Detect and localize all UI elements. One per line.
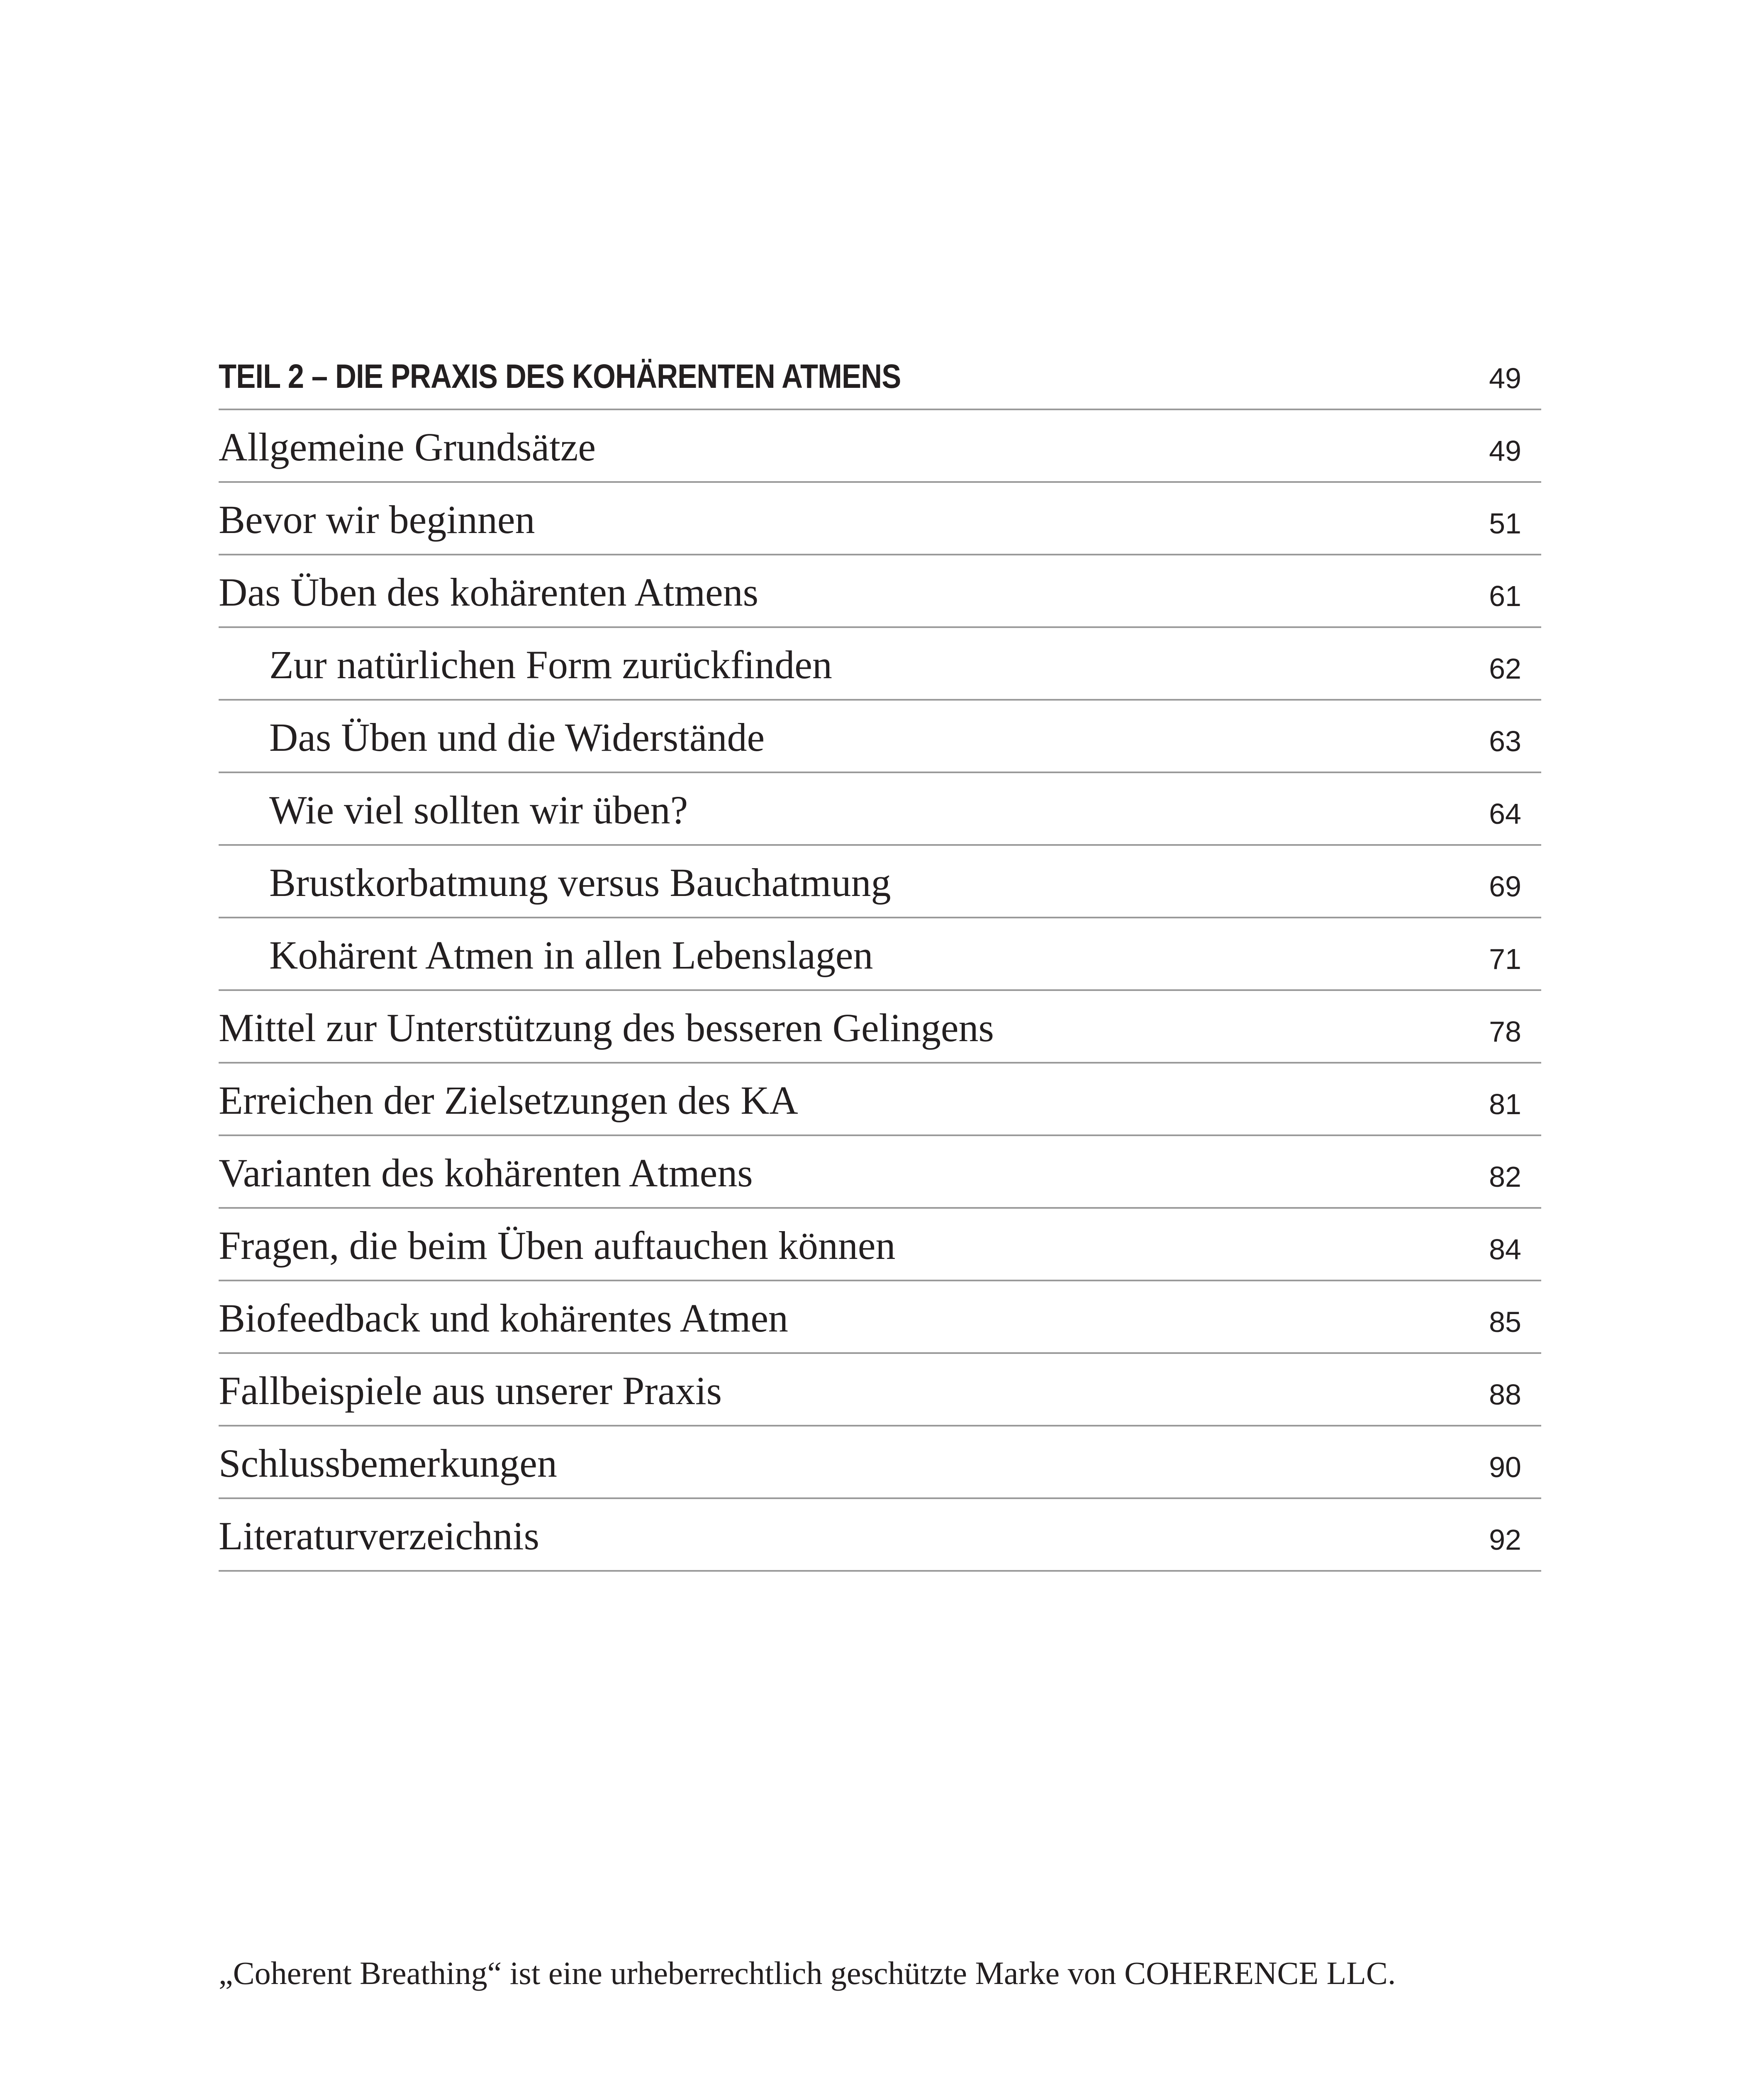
toc-entry bbox=[219, 1499, 1541, 1572]
toc-entry-page-number: 82 bbox=[1489, 1161, 1521, 1193]
toc-entry-title: Schlussbemerkungen bbox=[219, 1441, 557, 1485]
toc-subentry-page-number: 69 bbox=[1489, 870, 1521, 903]
toc-entry bbox=[219, 410, 1541, 483]
toc-subentry-title: Kohärent Atmen in allen Lebenslagen bbox=[269, 933, 873, 977]
toc-entry-page-number: 90 bbox=[1489, 1451, 1521, 1483]
toc-entry-page-number: 85 bbox=[1489, 1306, 1521, 1338]
toc-entry-page-number: 49 bbox=[1489, 435, 1521, 467]
toc-entry-page-number: 61 bbox=[1489, 580, 1521, 612]
toc-subentry-title: Wie viel sollten wir üben? bbox=[269, 788, 688, 832]
toc-part-heading bbox=[219, 338, 1541, 410]
toc-entry-title: Erreichen der Zielsetzungen des KA bbox=[219, 1078, 798, 1122]
toc-entry-title: Literaturverzeichnis bbox=[219, 1514, 539, 1558]
toc-subentry bbox=[219, 773, 1541, 846]
toc-entry bbox=[219, 1426, 1541, 1499]
toc-subentry bbox=[219, 628, 1541, 701]
toc-entry-page-number: 81 bbox=[1489, 1088, 1521, 1120]
toc-subentry bbox=[219, 701, 1541, 773]
toc-subentry-page-number: 62 bbox=[1489, 652, 1521, 685]
toc-entry bbox=[219, 1064, 1541, 1136]
toc-part-title: TEIL 2 – DIE PRAXIS DES KOHÄRENTEN ATMENS bbox=[219, 358, 901, 395]
toc-subentry-title: Zur natürlichen Form zurückfinden bbox=[269, 643, 832, 687]
toc-entry-page-number: 92 bbox=[1489, 1524, 1521, 1556]
toc-entry-title: Fragen, die beim Üben auftauchen können bbox=[219, 1223, 896, 1268]
toc-subentry-title: Das Üben und die Widerstände bbox=[269, 715, 765, 759]
toc-subentry-page-number: 63 bbox=[1489, 725, 1521, 757]
toc-subentry-page-number: 64 bbox=[1489, 798, 1521, 830]
toc-entry-title: Fallbeispiele aus unserer Praxis bbox=[219, 1368, 722, 1413]
toc-entry-page-number: 78 bbox=[1489, 1015, 1521, 1048]
toc-part-page-number: 49 bbox=[1489, 362, 1521, 394]
toc-entry bbox=[219, 1209, 1541, 1281]
toc-entry bbox=[219, 991, 1541, 1064]
trademark-footnote: „Coherent Breathing“ ist eine urheberrechtlich geschützte Marke von COHERENCE LLC. bbox=[219, 1955, 1396, 1991]
toc-entry-page-number: 88 bbox=[1489, 1378, 1521, 1411]
toc-entry-page-number: 51 bbox=[1489, 507, 1521, 540]
toc-subentry bbox=[219, 918, 1541, 991]
toc-subentry bbox=[219, 846, 1541, 918]
toc-entry-title: Bevor wir beginnen bbox=[219, 497, 535, 542]
toc-entry-title: Das Üben des kohärenten Atmens bbox=[219, 570, 759, 614]
toc-entry-title: Mittel zur Unterstützung des besseren Gelingens bbox=[219, 1005, 994, 1050]
toc-entry-title: Biofeedback und kohärentes Atmen bbox=[219, 1296, 788, 1340]
toc-entry bbox=[219, 555, 1541, 628]
toc-entry bbox=[219, 483, 1541, 555]
toc-entry bbox=[219, 1281, 1541, 1354]
table-of-contents bbox=[219, 338, 1541, 1572]
toc-entry-title: Allgemeine Grundsätze bbox=[219, 425, 596, 469]
toc-entry bbox=[219, 1136, 1541, 1209]
toc-entry bbox=[219, 1354, 1541, 1426]
toc-subentry-page-number: 71 bbox=[1489, 943, 1521, 975]
toc-entry-page-number: 84 bbox=[1489, 1233, 1521, 1266]
toc-subentry-title: Brustkorbatmung versus Bauchatmung bbox=[269, 860, 891, 905]
toc-entry-title: Varianten des kohärenten Atmens bbox=[219, 1151, 753, 1195]
